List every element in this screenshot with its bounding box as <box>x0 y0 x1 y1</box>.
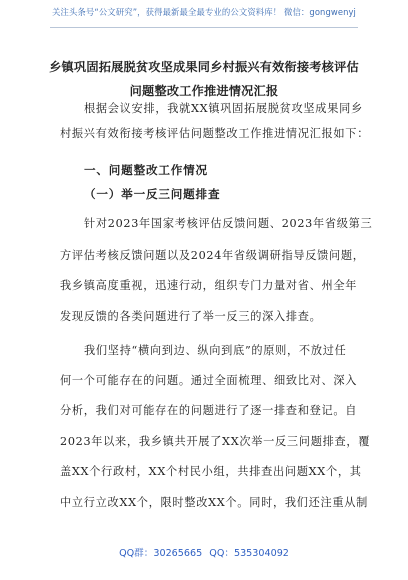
header-banner: 关注头条号“公文研究”，获得最新最全最专业的公文资料库！ 微信：gongwenyj <box>52 7 356 17</box>
paragraph-2-line-4: 2023年以来，我乡镇共开展了XX次举一反三问题排查，覆 <box>60 435 371 448</box>
paragraph-2-line-5: 盖XX个行政村，XX个村民小组，共排查出问题XX个，其 <box>60 465 362 478</box>
footer-contact <box>0 545 408 559</box>
paragraph-1-line-2: 方评估考核反馈问题以及2024年省级调研指导反馈问题， <box>60 249 365 262</box>
paragraph-2-line-3: 分析，我们对可能存在的问题进行了逐一排查和登记。自 <box>60 404 358 417</box>
document-title-line-2: 问题整改工作推进情况汇报 <box>129 84 279 98</box>
paragraph-2-line-1: 我们坚持“横向到边、纵向到底”的原则，不放过任 <box>84 344 347 357</box>
footer-qq: QQ：535304092 <box>209 548 289 559</box>
paragraph-1-line-3: 我乡镇高度重视，迅速行动，组织专门力量对省、州全年 <box>60 279 358 292</box>
paragraph-2-line-2: 何一个可能存在的问题。通过全面梳理、细致比对、深入 <box>60 374 358 387</box>
section-heading-1: 一、问题整改工作情况 <box>84 163 208 177</box>
paragraph-1-line-4: 发现反馈的各类问题进行了举一反三的深入排查。 <box>60 310 322 323</box>
footer-qq-group: QQ群：30265665 <box>119 548 203 559</box>
intro-paragraph-line-2: 村振兴有效衔接考核评估问题整改工作推进情况汇报如下： <box>60 127 370 140</box>
subsection-heading-1: （一）举一反三问题排查 <box>84 187 221 201</box>
document-title-line-1: 乡镇巩固拓展脱贫攻坚成果同乡村振兴有效衔接考核评估 <box>49 60 359 74</box>
intro-paragraph-line-1: 根据会议安排，我就XX镇巩固拓展脱贫攻坚成果同乡 <box>84 102 363 115</box>
paragraph-1-line-1: 针对2023年国家考核评估反馈问题、2023年省级第三 <box>84 217 373 230</box>
header-divider <box>50 27 358 28</box>
paragraph-2-line-6: 中立行立改XX个，限时整改XX个。同时，我们还注重从制 <box>60 496 369 509</box>
